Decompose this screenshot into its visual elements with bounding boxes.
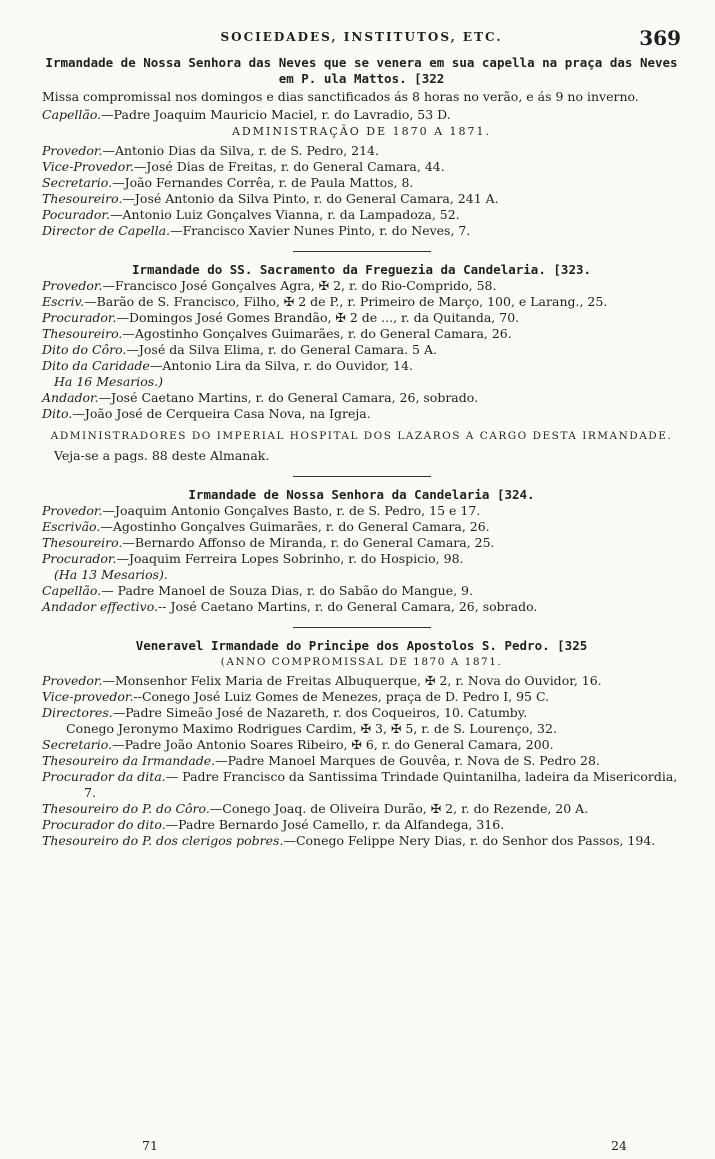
admin-heading: ADMINISTRADORES DO IMPERIAL HOSPITAL DOS LAZAROS A CARGO DESTA IRMANDADE. [50, 430, 673, 443]
entry-text: —Padre Bernardo José Camello, r. da Alfandega, 316. [165, 817, 505, 833]
chaplain-entry [42, 107, 681, 123]
list-item [42, 583, 681, 599]
list-item [42, 294, 681, 310]
entry-text: —Antonio Lira da Silva, r. do Ouvidor, 14. [149, 358, 413, 374]
role-label: Directores. [42, 705, 113, 721]
andador-entry [42, 390, 681, 406]
entry-text: —Conego Felippe Nery Dias, r. do Senhor dos Passos, 194. [283, 833, 656, 849]
role-label: Pocurador. [42, 207, 111, 223]
entry-text: Conego Jeronymo Maximo Rodrigues Cardim, ✠ 3, ✠ 5, r. de S. Lourenço, 32. [66, 721, 557, 737]
list-item [42, 175, 681, 191]
divider [293, 476, 431, 477]
running-head: SOCIEDADES, INSTITUTOS, ETC. [220, 30, 503, 44]
entry-text: —Francisco José Gonçalves Agra, ✠ 2, r. do Rio-Comprido, 58. [102, 278, 497, 294]
entry-text: —Padre Joaquim Mauricio Maciel, r. do Lavradio, 53 D. [101, 107, 451, 123]
role-label: Escrivão. [42, 518, 101, 534]
entry-text: — Padre Manoel de Souza Dias, r. do Sabão do Mangue, 9. [101, 582, 473, 598]
role-label: Director de Capella. [42, 223, 171, 239]
list-item [42, 817, 681, 833]
entry-text: —Antonio Dias da Silva, r. de S. Pedro, 214. [102, 143, 379, 159]
list-item [42, 342, 681, 358]
list-item [42, 673, 681, 689]
dito-entry [42, 406, 681, 422]
entry-text: —Padre Manoel Marques de Gouvêa, r. Nova de S. Pedro 28. [215, 753, 600, 769]
mass-note: Missa compromissal nos domingos e dias sanctificados ás 8 horas no verão, e ás 9 no inverno. [42, 89, 639, 105]
entry-text: —Bernardo Affonso de Miranda, r. do General Camara, 25. [122, 534, 495, 550]
entry-list [42, 143, 681, 239]
list-item [42, 535, 681, 551]
admin-heading: (ANNO COMPROMISSAL DE 1870 A 1871. [220, 655, 503, 668]
list-item [42, 769, 681, 801]
divider [293, 627, 431, 628]
entry-text: —Padre João Antonio Soares Ribeiro, ✠ 6, r. do General Camara, 200. [112, 737, 554, 753]
list-item [42, 705, 681, 721]
entry-text: —José Antonio da Silva Pinto, r. do General Camara, 241 A. [122, 191, 499, 207]
role-label: Dito. [42, 406, 73, 422]
entry-text: —Conego Joaq. de Oliveira Durão, ✠ 2, r. do Rezende, 20 A. [209, 801, 589, 817]
role-label: Provedor. [42, 278, 103, 294]
list-item [42, 358, 681, 374]
list-item [42, 326, 681, 342]
page-number: 369 [639, 26, 681, 50]
list-item [42, 278, 681, 294]
signature-mark-right: 24 [611, 1138, 627, 1153]
entry-text: —Monsenhor Felix Maria de Freitas Albuquerque, ✠ 2, r. Nova do Ouvidor, 16. [102, 673, 602, 689]
list-item [42, 223, 681, 239]
list-item [42, 159, 681, 175]
entry-text: -- José Caetano Martins, r. do General Camara, 26, sobrado. [158, 598, 538, 614]
section-323 [42, 262, 681, 463]
role-label: Thesoureiro da Irmandade. [42, 753, 216, 769]
section-325 [42, 638, 681, 849]
entry-text: —Agostinho Gonçalves Guimarães, r. do General Camara, 26. [122, 326, 512, 342]
list-item [42, 737, 681, 753]
role-label: Provedor. [42, 502, 103, 518]
footer [142, 1138, 627, 1154]
mesarios-note: (Ha 13 Mesarios). [54, 566, 168, 582]
see-note: Veja-se a pags. 88 deste Almanak. [54, 447, 270, 463]
entry-text: —Francisco Xavier Nunes Pinto, r. do Neves, 7. [170, 223, 471, 239]
entry-text: —Barão de S. Francisco, Filho, ✠ 2 de P., r. Primeiro de Março, 100, e Larang., 25. [84, 294, 608, 310]
role-label: Thesoureiro. [42, 326, 123, 342]
role-label: Capellão. [42, 582, 102, 598]
entry-text: —João Fernandes Corrêa, r. de Paula Mattos, 8. [112, 175, 414, 191]
list-item [42, 599, 681, 615]
entry-text: —Antonio Luiz Gonçalves Vianna, r. da Lampadoza, 52. [110, 207, 460, 223]
section-title: Irmandade de Nossa Senhora da Candelaria [324. [188, 486, 535, 502]
entry-text: —Domingos José Gomes Brandão, ✠ 2 de ..., r. da Quitanda, 70. [116, 310, 520, 326]
signature-mark-left: 71 [142, 1138, 158, 1153]
role-label: Andador effectivo. [42, 598, 159, 614]
divider [293, 251, 431, 252]
mesarios-note: Ha 16 Mesarios.) [54, 374, 164, 390]
list-item [42, 801, 681, 817]
role-label: Procurador do dito. [42, 817, 166, 833]
section-324 [42, 487, 681, 615]
role-label: Thesoureiro. [42, 534, 123, 550]
list-item [42, 519, 681, 535]
list-item [42, 191, 681, 207]
role-label: Vice-Provedor. [42, 159, 134, 175]
list-item [42, 689, 681, 705]
entry-text: —Joaquim Antonio Gonçalves Basto, r. de S. Pedro, 15 e 17. [102, 502, 481, 518]
list-item [42, 143, 681, 159]
entry-text: —José Caetano Martins, r. do General Camara, 26, sobrado. [98, 390, 479, 406]
role-label: Secretario. [42, 175, 113, 191]
role-label: Andador. [42, 390, 99, 406]
list-item [42, 310, 681, 326]
role-label: Dito do Côro. [42, 342, 127, 358]
entry-text: —João José de Cerqueira Casa Nova, na Igreja. [72, 406, 371, 422]
section-title: Irmandade do SS. Sacramento da Freguezia da Candelaria. [323. [131, 262, 592, 278]
role-label: Procurador. [42, 310, 117, 326]
role-label: Procurador. [42, 550, 117, 566]
role-label: Vice-provedor. [42, 689, 134, 705]
entry-text: — Padre Francisco da Santissima Trindade Quintanilha, ladeira da Misericordia, 7. [84, 769, 678, 801]
role-label: Secretario. [42, 737, 113, 753]
role-label: Thesoureiro. [42, 191, 123, 207]
section-322 [42, 55, 681, 239]
list-item [42, 721, 681, 737]
section-title: Irmandade de Nossa Senhora das Neves que se venera em sua capella na praça das Neves em P. ula Mattos. [322 [45, 55, 678, 87]
role-label: Thesoureiro do P. do Côro. [42, 801, 210, 817]
entry-text: —Joaquim Ferreira Lopes Sobrinho, r. do Hospicio, 98. [116, 550, 464, 566]
list-item [42, 551, 681, 567]
section-title: Veneravel Irmandade do Principe dos Apostolos S. Pedro. [325 [135, 637, 588, 653]
role-label: Procurador da dita. [42, 769, 166, 785]
entry-text: —Padre Simeão José de Nazareth, r. dos Coqueiros, 10. Catumby. [112, 705, 528, 721]
entry-text: —José Dias de Freitas, r. do General Camara, 44. [133, 159, 445, 175]
entry-text: —Agostinho Gonçalves Guimarães, r. do General Camara, 26. [100, 518, 490, 534]
list-item [42, 503, 681, 519]
list-item [42, 207, 681, 223]
role-label: Provedor. [42, 673, 103, 689]
role-label: Provedor. [42, 143, 103, 159]
entry-text: —José da Silva Elima, r. do General Camara. 5 A. [126, 342, 437, 358]
role-label: Dito da Caridade [42, 358, 150, 374]
role-label: Capellão. [42, 107, 102, 123]
role-label: Escriv. [42, 294, 85, 310]
entry-text: --Conego José Luiz Gomes de Menezes, praça de D. Pedro I, 95 C. [133, 689, 550, 705]
list-item [42, 833, 681, 849]
admin-heading: ADMINISTRAÇÃO DE 1870 A 1871. [231, 125, 492, 139]
role-label: Thesoureiro do P. dos clerigos pobres. [42, 833, 284, 849]
list-item [42, 753, 681, 769]
